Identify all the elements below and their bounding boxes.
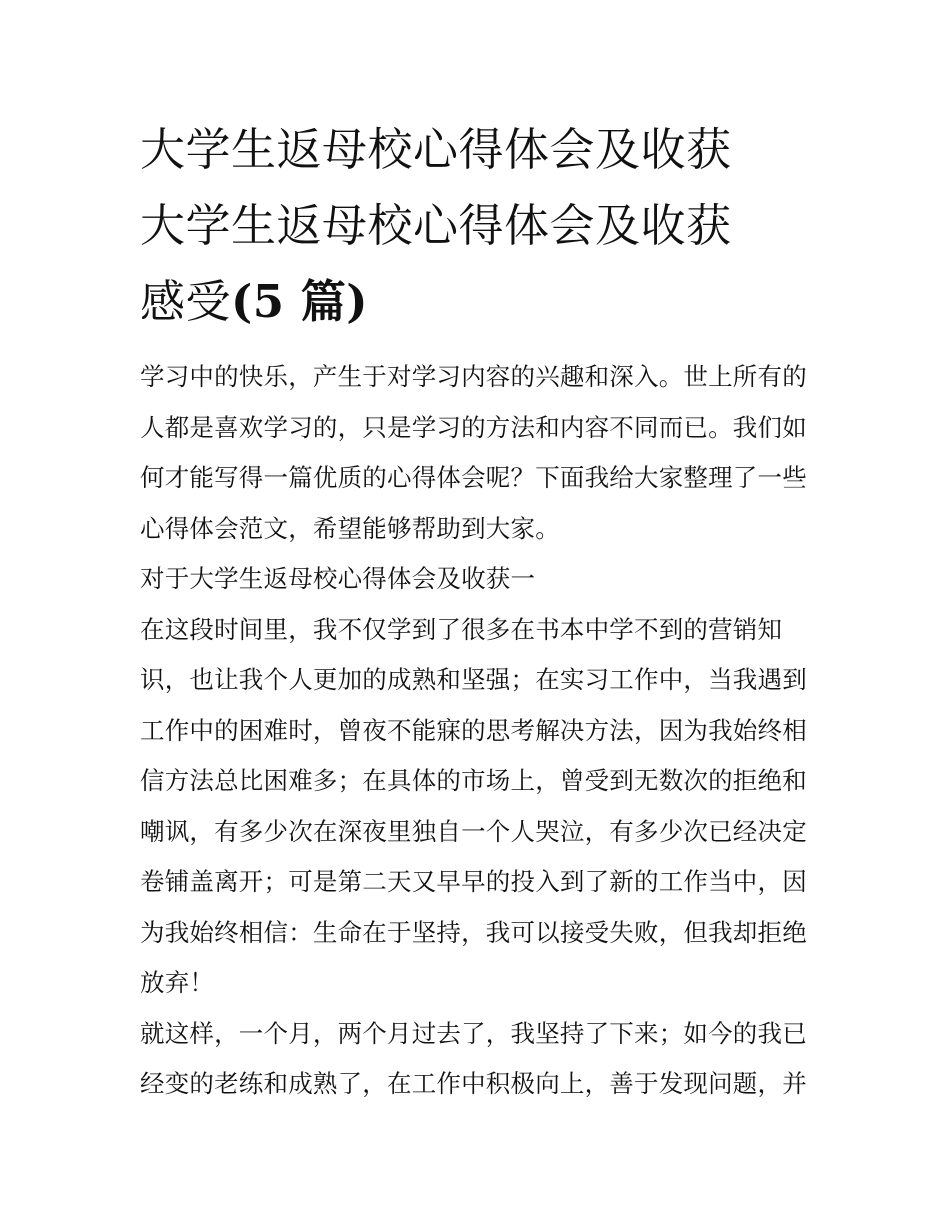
body1-line: 识，也让我个人更加的成熟和坚强；在实习工作中，当我遇到 [140,665,807,694]
body1-line: 信方法总比困难多；在具体的市场上，曾受到无数次的拒绝和 [140,766,807,795]
intro-line: 何才能写得一篇优质的心得体会呢？下面我给大家整理了一些 [140,463,807,492]
intro-line: 心得体会范文，希望能够帮助到大家。 [140,513,560,543]
body1-line: 嘲讽，有多少次在深夜里独自一个人哭泣，有多少次已经决定 [140,816,807,846]
body-paragraph-2 [140,1009,815,1110]
title-line-1: 大学生返母校心得体会及收获 [140,123,732,176]
section-heading-text: 对于大学生返母校心得体会及收获一 [140,564,536,593]
body1-line: 卷铺盖离开；可是第二天又早早的投入到了新的工作当中，因 [140,867,807,896]
body1-line: 为我始终相信：生命在于坚持，我可以接受失败，但我却拒绝 [140,917,807,947]
title-article-count: (5 篇) [231,275,369,328]
intro-paragraph [140,352,815,554]
body1-line: 在这段时间里，我不仅学到了很多在书本中学不到的营销知 [140,614,783,644]
intro-line: 人都是喜欢学习的，只是学习的方法和内容不同而已。我们如 [140,412,807,442]
body1-line: 放弃！ [140,968,215,997]
title-line-2: 大学生返母校心得体会及收获 [140,199,732,252]
section-heading [140,554,815,605]
title-line-3-prefix: 感受 [140,275,232,328]
intro-line: 学习中的快乐，产生于对学习内容的兴趣和深入。世上所有的 [140,362,807,391]
document-title [140,112,815,340]
body1-line: 工作中的困难时，曾夜不能寐的思考解决方法，因为我始终相 [140,715,807,745]
body-paragraph-1 [140,605,815,1009]
body2-line: 就这样，一个月，两个月过去了，我坚持了下来；如今的我已 [140,1018,807,1048]
title-line-3 [140,264,815,340]
body2-line: 经变的老练和成熟了，在工作中积极向上，善于发现问题，并 [140,1069,807,1098]
document-page [140,112,815,1110]
